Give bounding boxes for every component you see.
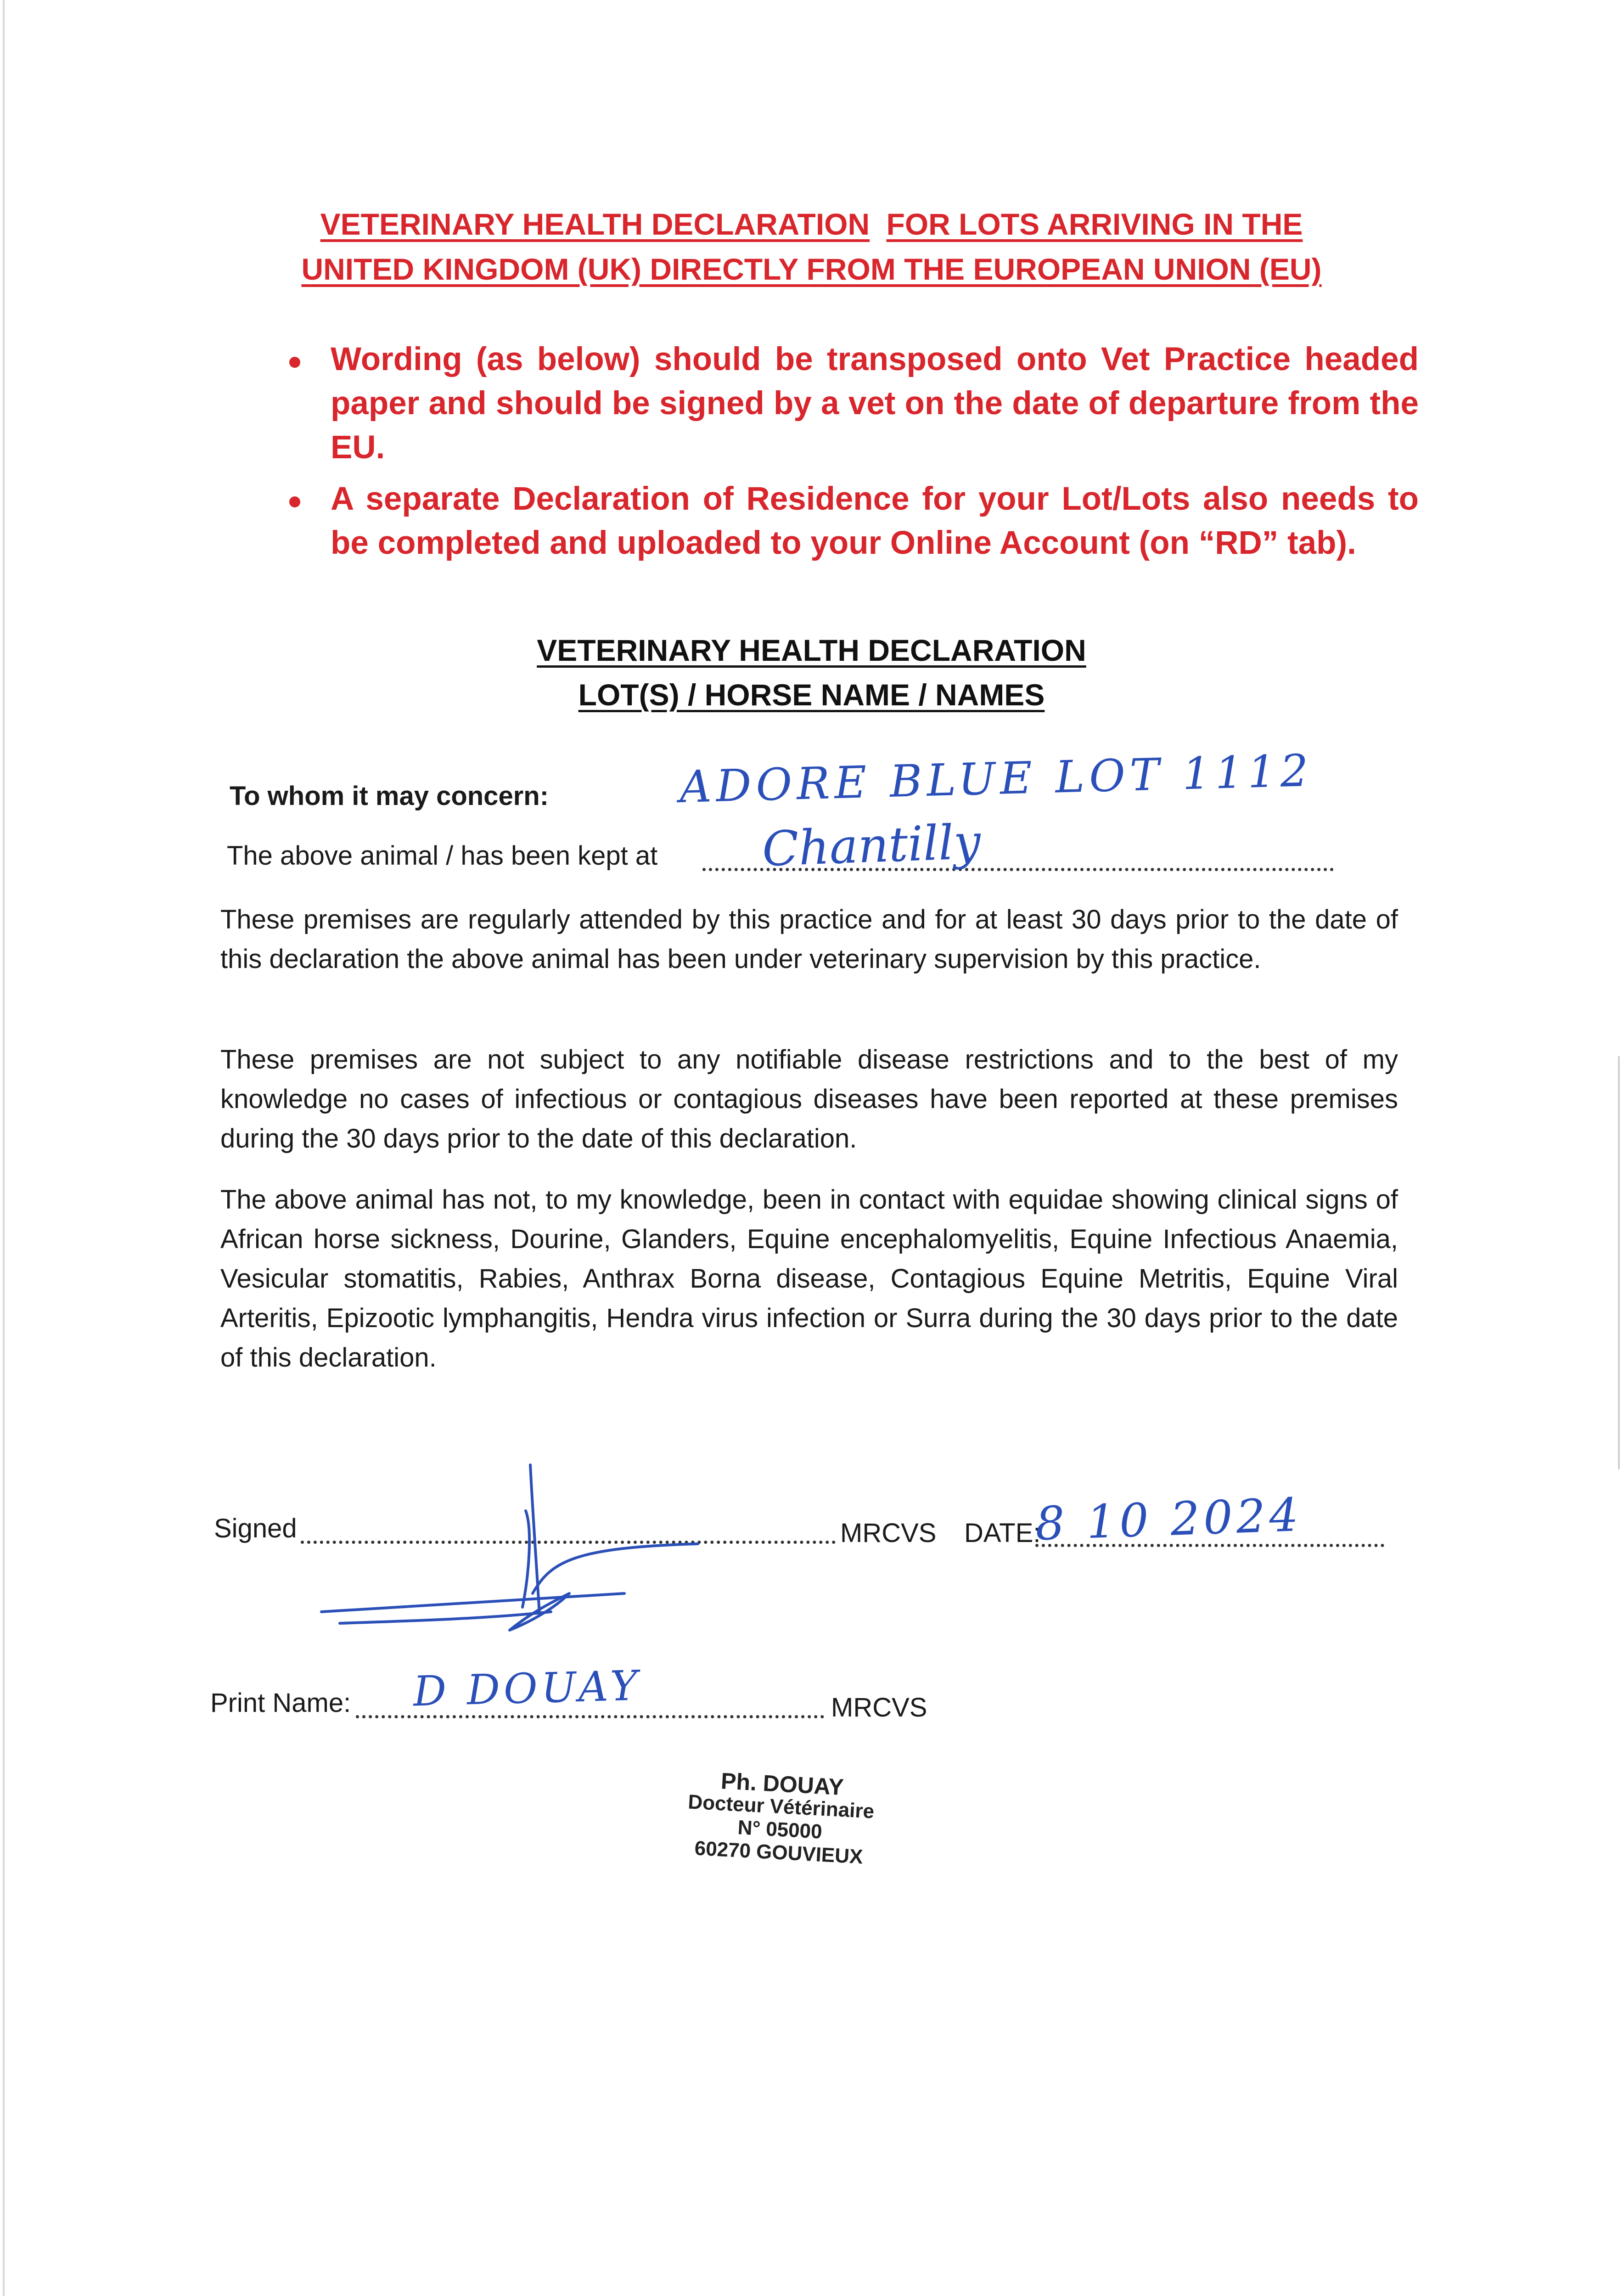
date-label: DATE: [964,1518,1041,1548]
signature-scribble [294,1456,735,1649]
print-name-label: Print Name: [210,1688,351,1718]
print-name-mrcvs-label: MRCVS [831,1693,927,1722]
instruction-item [280,477,1419,565]
main-title-line1 [0,207,1623,242]
signed-mrcvs-label: MRCVS [840,1518,937,1548]
instruction-text: Wording (as below) should be transposed onto Vet Practice headed paper and should be signed by a vet on the date of departure from the EU. [331,341,1419,466]
kept-at-label: The above animal / has been kept at [227,841,658,871]
signed-label: Signed [214,1514,297,1543]
bullet-icon [289,357,300,368]
declaration-title-line1: VETERINARY HEALTH DECLARATION [537,633,1086,667]
declaration-paragraph-3: The above animal has not, to my knowledge, been in contact with equidae showing clinical signs of African horse sickness, Dourine, Glanders, Equine encephalomyelitis, Equine Infectious Anaemia, Vesicular stomatitis, Rabies, Anthrax Borna disease, Contagious Equine Metritis, Equine Viral Arteritis, Epizootic lymphangitis, Hendra virus infection or Surra during the 30 days prior to the date of this declaration. [220,1185,1398,1373]
bullet-icon [289,496,300,507]
instruction-item [280,338,1419,470]
main-title-part3: UNITED KINGDOM (UK) DIRECTLY FROM THE EUROPEAN UNION (EU) [301,252,1322,286]
declaration-paragraph-1: These premises are regularly attended by this practice and for at least 30 days prior to the date of this declaration the above animal has been under veterinary supervision by this practice. [220,905,1398,974]
kept-at-handwritten: Chantilly [761,813,982,878]
instruction-text: A separate Declaration of Residence for your Lot/Lots also needs to be completed and uploaded to your Online Account (on “RD” tab). [331,481,1419,561]
vet-stamp [659,1767,902,1871]
stamp-name: Ph. DOUAY [720,1768,845,1801]
scan-edge-right [1618,1056,1620,1469]
declaration-paragraph-2: These premises are not subject to any notifiable disease restrictions and to the best of my knowledge no cases of infectious or contagious diseases have been reported at these premises during the 30 days prior to the date of this declaration. [220,1045,1398,1154]
salutation: To whom it may concern: [230,781,549,811]
declaration-title-line2: LOT(S) / HORSE NAME / NAMES [578,678,1045,712]
stamp-address: 60270 GOUVIEUX [694,1837,864,1868]
main-title-part1: VETERINARY HEALTH DECLARATION [320,207,870,241]
main-title-part2: FOR LOTS ARRIVING IN THE [886,207,1303,241]
horse-name-handwritten: ADORE BLUE LOT 1112 [679,744,1314,813]
instruction-list [280,338,1419,573]
date-handwritten: 8 10 2024 [1034,1487,1303,1551]
scan-edge-left [3,0,5,2296]
main-title-line2 [0,252,1623,287]
print-name-handwritten: D DOUAY [412,1661,642,1716]
print-name-dotted-line [356,1715,824,1718]
stamp-number: N° 05000 [737,1816,823,1843]
stamp-title: Docteur Vétérinaire [687,1790,875,1823]
